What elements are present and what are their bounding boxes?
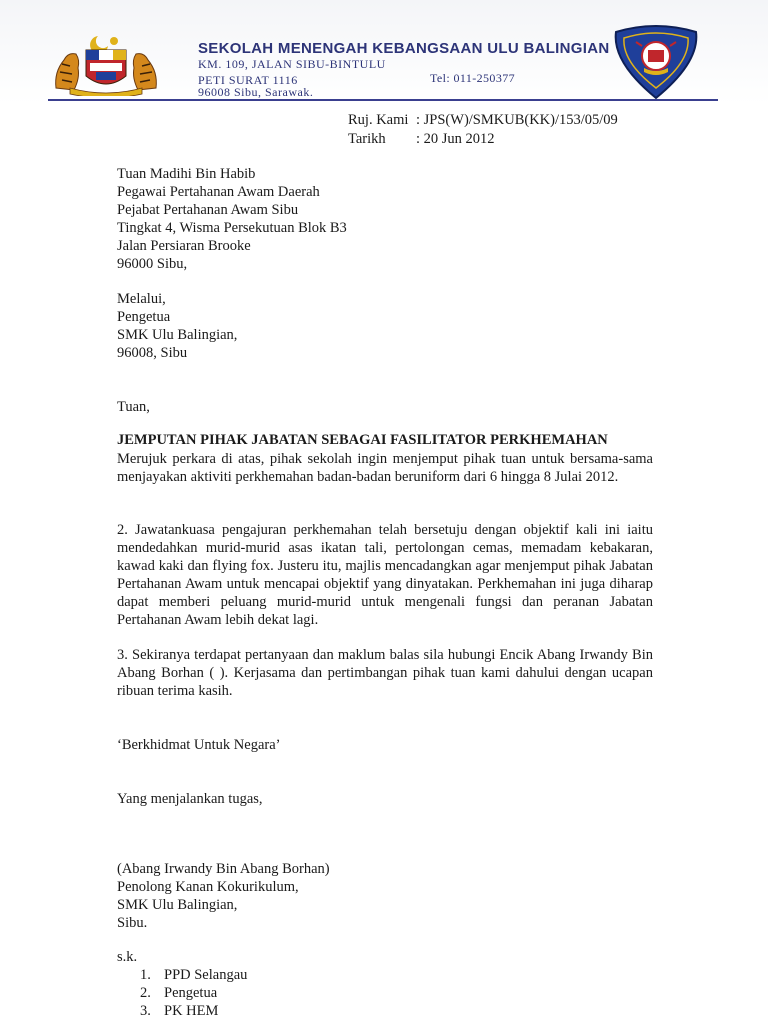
- body-paragraph-2: 2. Jawatankuasa pengajuran perkhemahan telah bersetuju dengan objektif kali ini iaitu mendedahkan murid-murid asas ikatan tali, pertolongan cemas, memadam kebakaran, kawad kaki dan flying fox. Justeru itu, majlis mencadangkan agar menjemput pihak Jabatan Pertahanan Awam untuk mencapai objektif yang dinyatakan. Perkhemahan ini juga diharap dapat memberi peluang murid-murid untuk mengenali fungsi dan peranan Jabatan Pertahanan Awam lebih dekat lagi.: [117, 522, 653, 628]
- via-line: Melalui,: [117, 291, 166, 307]
- list-item: 1. PPD Selangau: [140, 967, 248, 983]
- body-paragraph-3: 3. Sekiranya terdapat pertanyaan dan maklum balas sila hubungi Encik Abang Irwandy Bin Abang Borhan ( ). Kerjasama dan pertimbangan pihak tuan kami dahului dengan ucapan ribuan terima kasih.: [117, 647, 653, 699]
- list-item: 2. Pengetua: [140, 985, 218, 1001]
- address-line-2: PETI SURAT 1116: [198, 73, 298, 87]
- date-label: Tarikh: [348, 131, 386, 147]
- motto: ‘Berkhidmat Untuk Negara’: [117, 737, 281, 753]
- address-line-3: 96008 Sibu, Sarawak.: [198, 85, 314, 99]
- reference-block: [348, 111, 618, 149]
- reference-number: : JPS(W)/SMKUB(KK)/153/05/09: [416, 112, 618, 128]
- signatory-town: Sibu.: [117, 915, 148, 931]
- cc-label: s.k.: [117, 949, 138, 965]
- letterhead-text: [198, 40, 610, 99]
- recipient-line: Jalan Persiaran Brooke: [117, 238, 251, 254]
- signatory-school: SMK Ulu Balingian,: [117, 897, 238, 913]
- date-value: : 20 Jun 2012: [416, 131, 495, 147]
- cc-list: [140, 966, 247, 1020]
- closing: Yang menjalankan tugas,: [117, 791, 263, 807]
- letter-subject: JEMPUTAN PIHAK JABATAN SEBAGAI FASILITATOR PERKHEMAHAN: [117, 432, 608, 448]
- recipient-address: [117, 165, 347, 273]
- signatory-block: [117, 860, 330, 932]
- body-paragraph-1: Merujuk perkara di atas, pihak sekolah ingin menjemput pihak tuan untuk bersama-sama menjayakan aktiviti perkhemahan badan-badan beruniform dari 6 hingga 8 Julai 2012.: [117, 451, 653, 485]
- recipient-line: Pejabat Pertahanan Awam Sibu: [117, 202, 299, 218]
- school-shield-logo: [608, 22, 704, 100]
- via-address: [117, 290, 237, 362]
- recipient-line: Tuan Madihi Bin Habib: [117, 166, 256, 182]
- salutation: Tuan,: [117, 399, 150, 415]
- reference-label: Ruj. Kami: [348, 112, 409, 128]
- list-item: 3. PK HEM: [140, 1003, 219, 1019]
- via-line: SMK Ulu Balingian,: [117, 327, 238, 343]
- recipient-line: Tingkat 4, Wisma Persekutuan Blok B3: [117, 220, 347, 236]
- address-line-1: KM. 109, JALAN SIBU-BINTULU: [198, 57, 386, 71]
- recipient-line: 96000 Sibu,: [117, 256, 188, 272]
- school-name: SEKOLAH MENENGAH KEBANGSAAN ULU BALINGIAN: [198, 40, 610, 57]
- via-line: 96008, Sibu: [117, 345, 188, 361]
- coat-of-arms-logo: [50, 32, 162, 96]
- recipient-line: Pegawai Pertahanan Awam Daerah: [117, 184, 320, 200]
- via-line: Pengetua: [117, 309, 171, 325]
- signatory-title: Penolong Kanan Kokurikulum,: [117, 879, 299, 895]
- signatory-name: (Abang Irwandy Bin Abang Borhan): [117, 861, 330, 877]
- header-rule: [48, 99, 718, 101]
- telephone: Tel: 011-250377: [430, 71, 516, 85]
